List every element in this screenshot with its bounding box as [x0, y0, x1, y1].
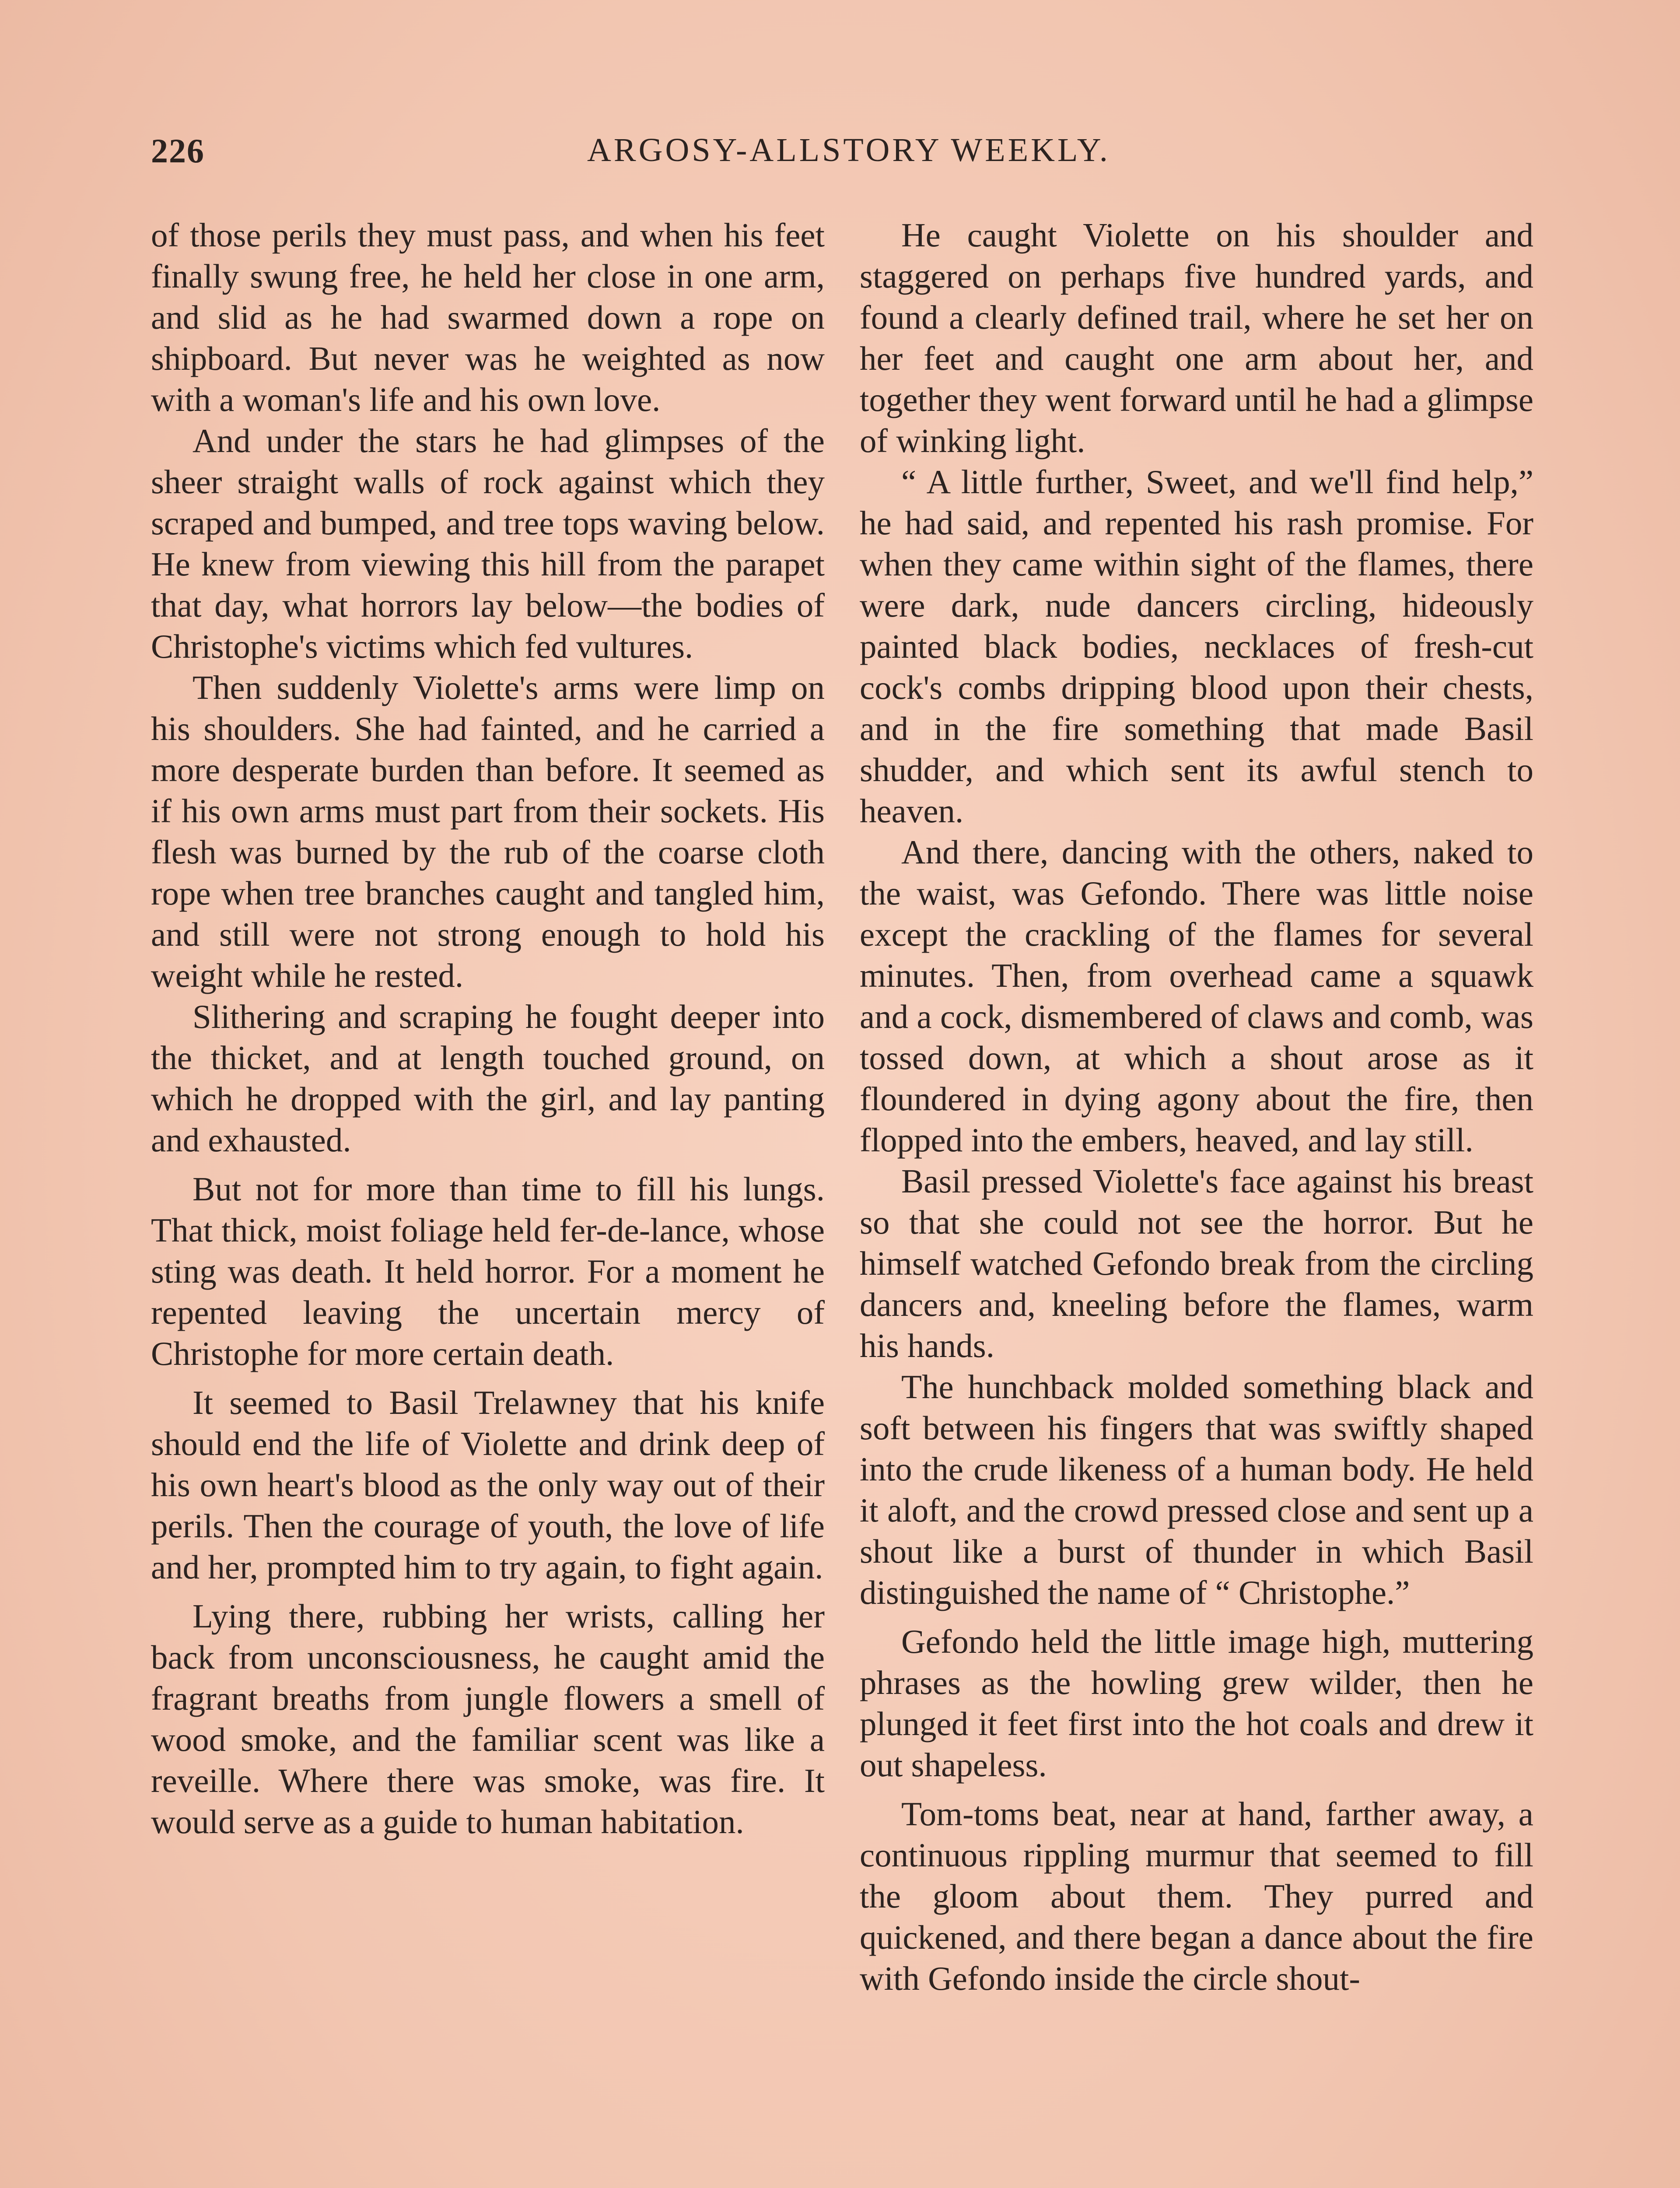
page-header: [151, 131, 1547, 184]
paragraph: Tom-toms beat, near at hand, farther away, a continuous rippling murmur that seemed to fill the gloom about them. They purred and quickened, and there began a dance about the fire with Gefondo inside the circle shout-: [860, 1795, 1533, 1997]
paragraph: Gefondo held the little image high, muttering phrases as the howling grew wilder, then he plunged it feet first into the hot coals and drew it out shapeless.: [860, 1623, 1533, 1784]
paragraph: Then suddenly Violette's arms were limp on his shoulders. She had fainted, and he carried a more desperate burden than before. It seemed as if his own arms must part from their sockets. His flesh was burned by the rub of the coarse cloth rope when tree branches caught and tangled him, and still were not strong enough to hold his weight while he rested.: [151, 669, 825, 994]
paragraph: He caught Violette on his shoulder and staggered on perhaps five hundred yards, and found a clearly defined trail, where he set her on her feet and caught one arm about her, and together they went forward until he had a glimpse of winking light.: [860, 216, 1533, 459]
page-number: 226: [151, 132, 205, 170]
paragraph: And there, dancing with the others, naked to the waist, was Gefondo. There was little noise except the crackling of the flames for several minutes. Then, from overhead came a squawk and a cock, dismembered of claws and comb, was tossed down, at which a shout arose as it floundered in dying agony about the fire, then flopped into the embers, heaved, and lay still.: [860, 833, 1533, 1159]
running-title: ARGOSY-ALLSTORY WEEKLY.: [587, 132, 1110, 168]
paragraph: It seemed to Basil Trelawney that his knife should end the life of Violette and drink deep of his own heart's blood as the only way out of their perils. Then the courage of youth, the love of life and her, prompted him to try again, to fight again.: [151, 1384, 825, 1586]
paragraph: Slithering and scraping he fought deeper into the thicket, and at length touched ground, on which he dropped with the girl, and lay panting and exhausted.: [151, 998, 825, 1159]
right-text-column: [860, 214, 1533, 1999]
left-text-column: [151, 214, 825, 1842]
paragraph: Basil pressed Violette's face against his breast so that she could not see the horror. But he himself watched Gefondo break from the circling dancers and, kneeling before the flames, warm his hands.: [860, 1162, 1533, 1364]
paragraph: of those perils they must pass, and when his feet finally swung free, he held her close in one arm, and slid as he had swarmed down a rope on shipboard. But never was he weighted as now with a woman's life and his own love.: [151, 216, 825, 418]
paragraph: Lying there, rubbing her wrists, calling her back from unconsciousness, he caught amid the fragrant breaths from jungle flowers a smell of wood smoke, and the familiar scent was like a reveille. Where there was smoke, was fire. It would serve as a guide to human habitation.: [151, 1597, 825, 1841]
paragraph: The hunchback molded something black and soft between his fingers that was swiftly shaped into the crude likeness of a human body. He held it aloft, and the crowd pressed close and sent up a shout like a burst of thunder in which Basil distinguished the name of “ Christophe.”: [860, 1368, 1533, 1611]
paragraph: And under the stars he had glimpses of the sheer straight walls of rock against which they scraped and bumped, and tree tops waving below. He knew from viewing this hill from the parapet that day, what horrors lay below—the bodies of Christophe's victims which fed vultures.: [151, 422, 825, 665]
paragraph: “ A little further, Sweet, and we'll find help,” he had said, and repented his rash promise. For when they came within sight of the flames, there were dark, nude dancers circling, hideously painted black bodies, necklaces of fresh-cut cock's combs dripping blood upon their chests, and in the fire something that made Basil shudder, and which sent its awful stench to heaven.: [860, 463, 1533, 830]
paragraph: But not for more than time to fill his lungs. That thick, moist foliage held fer-de-lance, whose sting was death. It held horror. For a moment he repented leaving the uncertain mercy of Christophe for more certain death.: [151, 1170, 825, 1372]
